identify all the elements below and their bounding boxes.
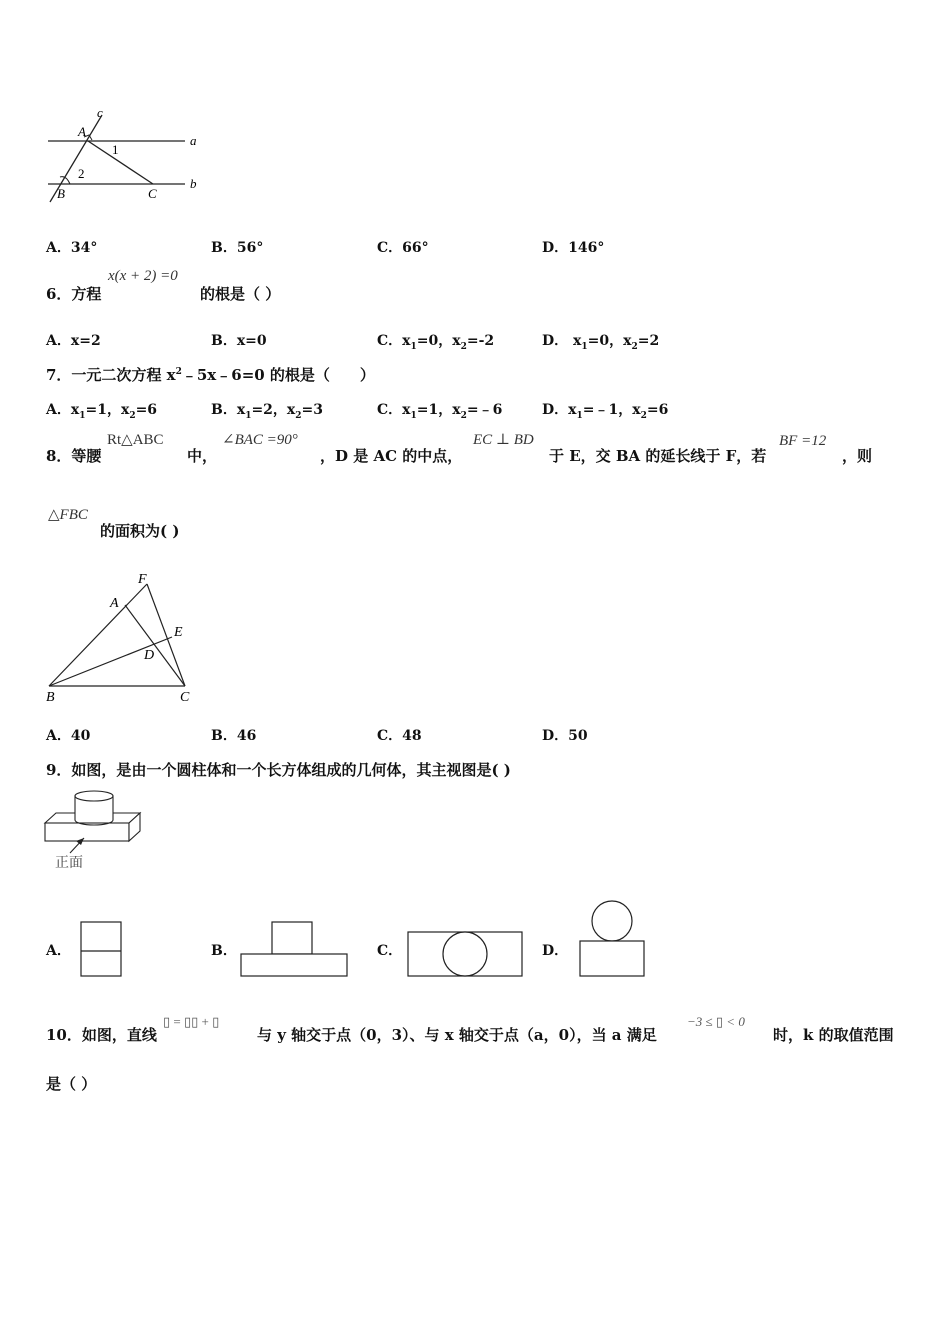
q6-option-d-pre: D． x [542,333,582,349]
q8-text-extension: 于 E，交 BA 的延长线于 F，若 [549,447,767,465]
q8-text-zhong: 中， [187,447,218,465]
q6-prefix: 6．方程 [46,285,102,303]
q7-option-a[interactable] [46,399,157,421]
q9-solid-figure [40,785,150,875]
q6-option-c-sub1: 1 [410,341,417,352]
q7-option-c-mid: =1，x [416,402,461,418]
q7-option-a-mid: =1，x [85,402,130,418]
q5-label-b: b [190,176,197,191]
q9-option-c-shape[interactable] [405,929,525,979]
q6-option-b[interactable]: B．x=0 [211,333,267,349]
q8-option-d[interactable]: D．50 [542,728,588,744]
q7-option-d-end: =6 [646,402,669,418]
q8-option-b[interactable]: B．46 [211,728,257,744]
q7-suffix: ﹣5x﹣6=0 的根是（ ） [181,366,375,384]
q9-question: 9．如图，是由一个圆柱体和一个长方体组成的几何体，其主视图是( ) [46,761,511,779]
q9-front-label: 正面 [55,856,83,871]
q10-inequality: −3 ≤ ▯ < 0 [687,1014,745,1029]
q5-parallel-lines-figure [40,105,210,205]
q7-option-b-sub1: 1 [245,410,252,421]
q7-option-c-end: =﹣6 [466,402,503,418]
q6-option-c-sub2: 2 [460,341,467,352]
q8-text-ze: ，则 [842,447,873,465]
q5-label-A: A [78,124,86,139]
q5-label-a: a [190,133,197,148]
q6-suffix: 的根是（ ） [200,285,281,303]
q10-line-equation: ▯ = ▯▯ + ▯ [163,1014,220,1029]
q8-fig-A: A [110,596,119,611]
q8-math-ec-perp-bd: EC ⊥ BD [473,432,534,448]
q7-option-a-end: =6 [135,402,158,418]
q6-option-d-end: =2 [637,333,660,349]
q7-sup: 2 [175,367,182,377]
q8-math-bf: BF =12 [779,433,827,449]
q10-prefix: 10．如图，直线 [46,1026,157,1044]
q6-option-c[interactable] [377,330,494,352]
q5-option-a[interactable]: A．34° [46,240,98,256]
q6-option-a[interactable]: A．x=2 [46,333,101,349]
q9-option-b-shape[interactable] [238,919,350,979]
q7-option-b-sub2: 2 [295,410,302,421]
q7-option-b-end: =3 [301,402,324,418]
q7-option-d[interactable] [542,399,668,421]
q5-label-C: C [148,186,157,201]
q6-option-d-mid: =0，x [587,333,632,349]
q6-equation: x(x + 2) =0 [108,268,178,284]
q7-option-b-pre: B．x [211,402,246,418]
q5-option-b[interactable]: B．56° [211,240,264,256]
q7-option-d-pre: D．x [542,402,577,418]
q9-option-b-label[interactable]: B． [211,943,237,959]
q8-fig-C: C [180,690,190,705]
q7-option-a-pre: A．x [46,402,80,418]
q8-text-midpoint: ，D 是 AC 的中点， [320,447,463,465]
q8-math-fbc: △FBC [48,507,88,523]
q10-line2: 是（ ） [46,1075,97,1093]
q10-mid: 与 y 轴交于点（0，3）、与 x 轴交于点（a，0），当 a 满足 [257,1026,657,1044]
q8-fig-E: E [174,625,183,640]
q10-suffix: 时，k 的取值范围 [773,1026,894,1044]
q9-option-a-shape[interactable] [78,919,124,979]
q5-option-d[interactable]: D．146° [542,240,605,256]
q7-option-d-sub1: 1 [576,410,583,421]
q8-fig-F: F [138,572,147,587]
q7-option-a-sub1: 1 [79,410,86,421]
q8-triangle-figure [40,565,210,710]
q7-question [46,364,375,385]
q8-option-c[interactable]: C．48 [377,728,422,744]
q7-option-c-sub1: 1 [410,410,417,421]
q5-label-1: 1 [112,142,119,157]
q7-option-d-mid: =﹣1，x [582,402,641,418]
q7-option-a-sub2: 2 [129,410,136,421]
q8-fig-D: D [144,648,155,663]
q9-option-d-label[interactable]: D． [542,943,569,959]
q7-option-c-pre: C．x [377,402,411,418]
q7-option-c[interactable] [377,399,502,421]
q9-option-a-label[interactable]: A． [46,943,71,959]
q6-option-c-end: =-2 [466,333,495,349]
q9-option-d-shape[interactable] [577,898,647,980]
q7-option-b[interactable] [211,399,323,421]
q8-fig-B: B [46,690,55,705]
q6-option-c-mid: =0，x [416,333,461,349]
q7-option-b-mid: =2，x [251,402,296,418]
q6-option-c-pre: C．x [377,333,411,349]
q6-option-d[interactable] [542,330,659,352]
q5-label-c: c [97,105,103,120]
q5-label-B: B [57,186,65,201]
q7-option-d-sub2: 2 [640,410,647,421]
q5-option-c[interactable]: C．66° [377,240,429,256]
q5-label-2: 2 [78,166,85,181]
q8-option-a[interactable]: A．40 [46,728,91,744]
q6-option-d-sub1: 1 [581,341,588,352]
q7-prefix: 7．一元二次方程 x [46,366,176,384]
q9-option-c-label[interactable]: C． [377,943,403,959]
q8-math-rt-abc: Rt△ABC [107,432,164,448]
q8-prefix: 8．等腰 [46,447,102,465]
q6-option-d-sub2: 2 [631,341,638,352]
q7-option-c-sub2: 2 [460,410,467,421]
q8-math-angle-bac: ∠BAC =90° [222,432,298,448]
q8-text-area: 的面积为( ) [100,522,180,540]
